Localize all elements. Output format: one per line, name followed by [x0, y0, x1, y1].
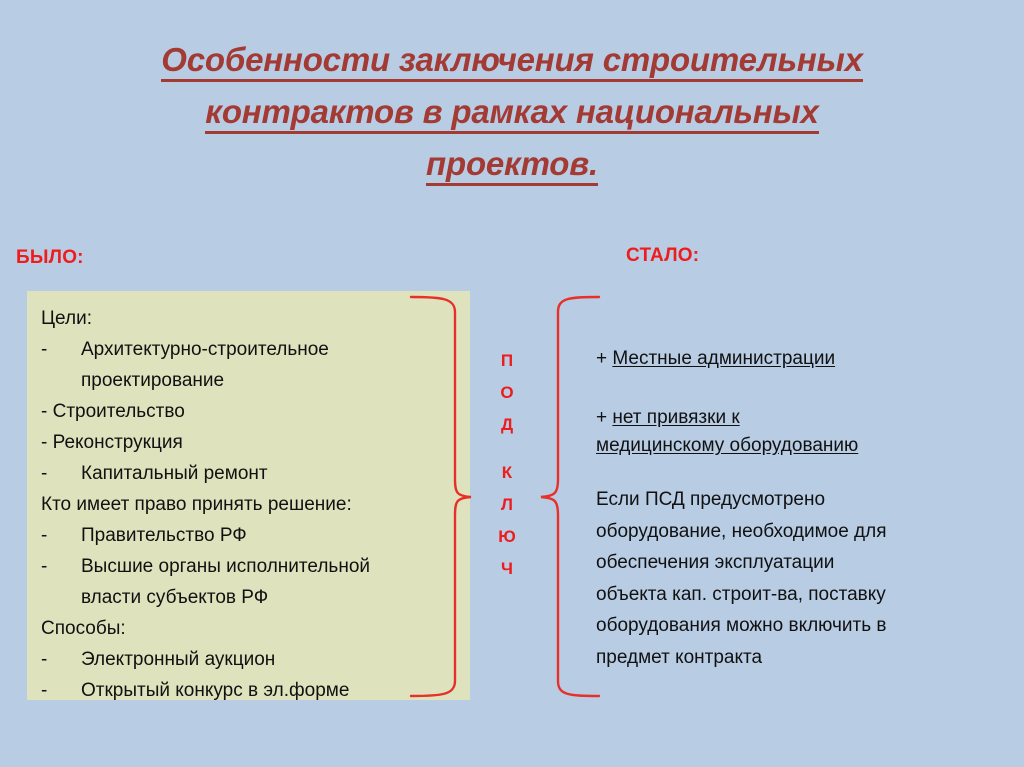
after-item-text: медицинскому оборудованию	[596, 435, 859, 456]
paragraph-line: оборудования можно включить в	[596, 615, 887, 636]
list-item: - Открытый конкурс в эл.форме	[37, 675, 460, 706]
page-title-line-2: контрактов в рамках национальных	[60, 86, 964, 138]
paragraph-line: обеспечения эксплуатации	[596, 552, 835, 573]
podkluch-letter: Ч	[501, 559, 513, 578]
right-brace-icon	[541, 297, 599, 696]
page-title-line-1: Особенности заключения строительных	[60, 34, 964, 86]
list-item: Цели:	[41, 308, 92, 329]
podkluch-vertical-label	[494, 345, 520, 585]
list-item: - Правительство РФ	[37, 520, 460, 551]
after-item-text: Местные администрации	[612, 348, 836, 369]
list-item: - Строительство	[41, 401, 185, 422]
paragraph-line: объекта кап. строит-ва, поставку	[596, 583, 886, 605]
list-item: Кто имеет право принять решение:	[41, 494, 352, 515]
after-column-label: СТАЛО:	[626, 245, 700, 266]
list-item: - Капитальный ремонт	[37, 458, 460, 489]
paragraph-line: Если ПСД предусмотрено	[596, 489, 826, 510]
paragraph-line: оборудование, необходимое для	[596, 520, 887, 542]
list-item: - Высшие органы исполнительной	[37, 551, 460, 582]
after-paragraph	[596, 484, 988, 673]
list-item: Способы:	[41, 618, 126, 639]
before-column-label: БЫЛО:	[16, 247, 84, 268]
list-item: проектирование	[81, 370, 225, 391]
podkluch-word-gap	[494, 441, 520, 457]
after-item	[596, 404, 976, 460]
list-item: власти субъектов РФ	[81, 587, 269, 608]
list-item: - Реконструкция	[41, 432, 183, 453]
after-item-text: нет привязки к	[612, 407, 740, 428]
podkluch-letter: Л	[501, 495, 513, 514]
page-title-line-3: проектов.	[60, 138, 964, 190]
podkluch-letter: О	[500, 383, 514, 402]
podkluch-letter: К	[501, 463, 513, 482]
podkluch-letter: П	[500, 351, 514, 370]
podkluch-letter: Ю	[498, 527, 516, 546]
podkluch-letter: Д	[500, 415, 514, 434]
paragraph-line: предмет контракта	[596, 646, 763, 668]
plus-sign: +	[596, 348, 613, 369]
after-item	[596, 345, 976, 373]
list-item: - Электронный аукцион	[37, 644, 460, 675]
plus-sign: +	[596, 407, 613, 428]
before-list	[37, 303, 460, 706]
list-item: - Архитектурно-строительное	[37, 334, 460, 365]
before-content-box	[27, 291, 470, 700]
page-title	[60, 34, 964, 190]
